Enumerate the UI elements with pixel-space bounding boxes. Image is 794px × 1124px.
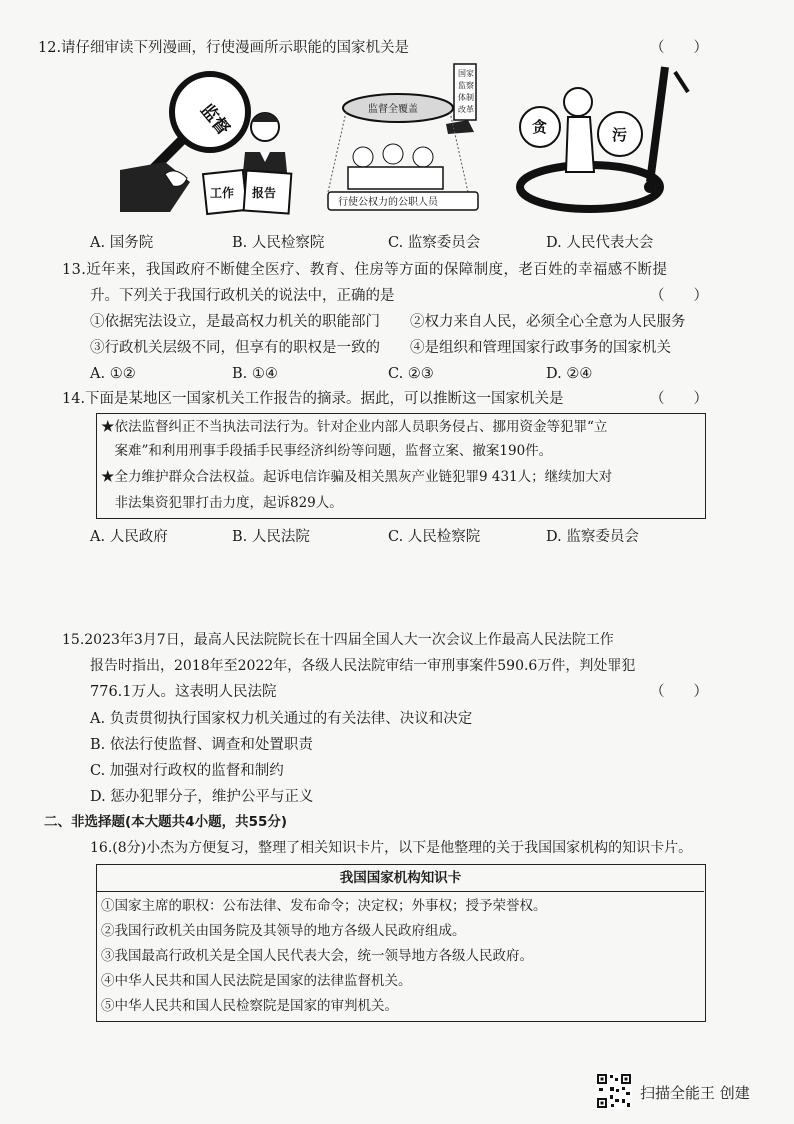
q15-stem-line3: 776.1万人。这表明人民法院 — [90, 684, 277, 700]
q13-stem-line2: 升。下列关于我国行政机关的说法中，正确的是 — [90, 288, 395, 304]
q13-option-a: A. ①② — [90, 366, 136, 382]
q16-stem: 16.(8分)小杰为方便复习，整理了相关知识卡片，以下是他整理的关于我国国家机构的知识卡片。 — [90, 840, 693, 856]
card-divider — [97, 891, 704, 892]
q14-option-d: D. 监察委员会 — [546, 529, 639, 545]
banner-text: 监督全覆盖 — [368, 104, 418, 115]
q15-option-c: C. 加强对行政权的监督和制约 — [90, 763, 284, 779]
q14-stem: 14.下面是某地区一国家机关工作报告的摘录。据此，可以推断这一国家机关是 — [62, 391, 564, 407]
q16-knowledge-card — [96, 864, 706, 1022]
q15-answer-paren: （ ） — [650, 684, 708, 700]
q14-option-b: B. 人民法院 — [232, 529, 310, 545]
q12-stem: 12.请仔细审读下列漫画，行使漫画所示职能的国家机关是 — [38, 40, 410, 56]
q14-answer-paren: （ ） — [650, 391, 708, 407]
q15-stem-line2: 报告时指出，2018年至2022年，各级人民法院审结一审刑事案件590.6万件，判处罪犯 — [90, 658, 636, 674]
q12-answer-paren: （ ） — [650, 40, 708, 56]
q12-option-c: C. 监察委员会 — [388, 235, 481, 251]
q13-statement-4: ④是组织和管理国家行政事务的国家机关 — [410, 340, 671, 356]
q15-option-a: A. 负责贯彻执行国家权力机关通过的有关法律、决议和决定 — [90, 711, 473, 727]
doc-label-report: 报告 — [252, 186, 277, 200]
q13-option-b: B. ①④ — [232, 366, 278, 382]
q12-option-a: A. 国务院 — [90, 235, 154, 251]
q14-excerpt-line-1: ★依法监督纠正不当执法司法行为。针对企业内部人员职务侵占、挪用资金等犯罪“立 — [101, 419, 608, 435]
q13-statement-3: ③行政机关层级不同，但享有的职权是一致的 — [90, 340, 380, 356]
cartoon-supervision-magnifier — [110, 62, 310, 222]
bag-text-greed: 贪 — [532, 118, 548, 136]
q12-option-b: B. 人民检察院 — [232, 235, 325, 251]
cartoon-supervision-coverage — [318, 62, 488, 222]
stamp-text-3: 体制 — [458, 93, 474, 102]
qr-code-icon — [596, 1073, 632, 1109]
card-item-1: ①国家主席的职权：公布法律、发布命令；决定权；外事权；授予荣誉权。 — [101, 898, 547, 914]
bag-text-corrupt: 污 — [612, 126, 628, 144]
card-item-5: ⑤中华人民共和国人民检察院是国家的审判机关。 — [101, 998, 398, 1014]
card-item-2: ②我国行政机关由国务院及其领导的地方各级人民政府组成。 — [101, 923, 466, 939]
stamp-text-2: 监察 — [458, 81, 474, 90]
q15-option-d: D. 惩办犯罪分子，维护公平与正义 — [90, 789, 314, 805]
q14-option-a: A. 人民政府 — [90, 529, 168, 545]
q14-option-c: C. 人民检察院 — [388, 529, 481, 545]
cartoon-corruption — [510, 62, 690, 222]
card-item-4: ④中华人民共和国人民法院是国家的法律监督机关。 — [101, 973, 412, 989]
stamp-text-4: 改革 — [458, 105, 474, 114]
q14-excerpt-line-4: 非法集资犯罪打击力度，起诉829人。 — [101, 495, 343, 511]
doc-label-work: 工作 — [210, 186, 235, 200]
q13-statement-1: ①依据宪法设立，是最高权力机关的职能部门 — [90, 314, 380, 330]
stamp-text-1: 国家 — [458, 69, 474, 78]
q13-statement-2: ②权力来自人民，必须全心全意为人民服务 — [410, 314, 686, 330]
scanner-watermark: 扫描全能王 创建 — [640, 1084, 750, 1102]
base-text: 行使公权力的公职人员 — [338, 197, 438, 208]
knowledge-card-title: 我国国家机构知识卡 — [339, 870, 462, 886]
q14-excerpt-line-3: ★全力维护群众合法权益。起诉电信诈骗及相关黑灰产业链犯罪9 431人；继续加大对 — [101, 469, 613, 485]
magnifier-label-1: 监督 — [196, 100, 234, 140]
q13-answer-paren: （ ） — [650, 288, 708, 304]
q12-option-d: D. 人民代表大会 — [546, 235, 654, 251]
card-item-3: ③我国最高行政机关是全国人民代表大会，统一领导地方各级人民政府。 — [101, 948, 533, 964]
q15-option-b: B. 依法行使监督、调查和处置职责 — [90, 737, 313, 753]
q14-excerpt-line-2: 案难”和利用刑事手段插手民事经济纠纷等问题，监督立案、撤案190件。 — [101, 443, 553, 459]
q13-stem-line1: 13.近年来，我国政府不断健全医疗、教育、住房等方面的保障制度，老百姓的幸福感不断提 — [62, 262, 668, 278]
q15-stem-line1: 15.2023年3月7日，最高人民法院院长在十四届全国人大一次会议上作最高人民法院工作 — [62, 632, 614, 648]
section-2-title: 二、非选择题(本大题共4小题，共55分) — [44, 814, 288, 830]
q14-excerpt-box — [96, 413, 706, 519]
q13-option-d: D. ②④ — [546, 366, 593, 382]
q13-option-c: C. ②③ — [388, 366, 434, 382]
